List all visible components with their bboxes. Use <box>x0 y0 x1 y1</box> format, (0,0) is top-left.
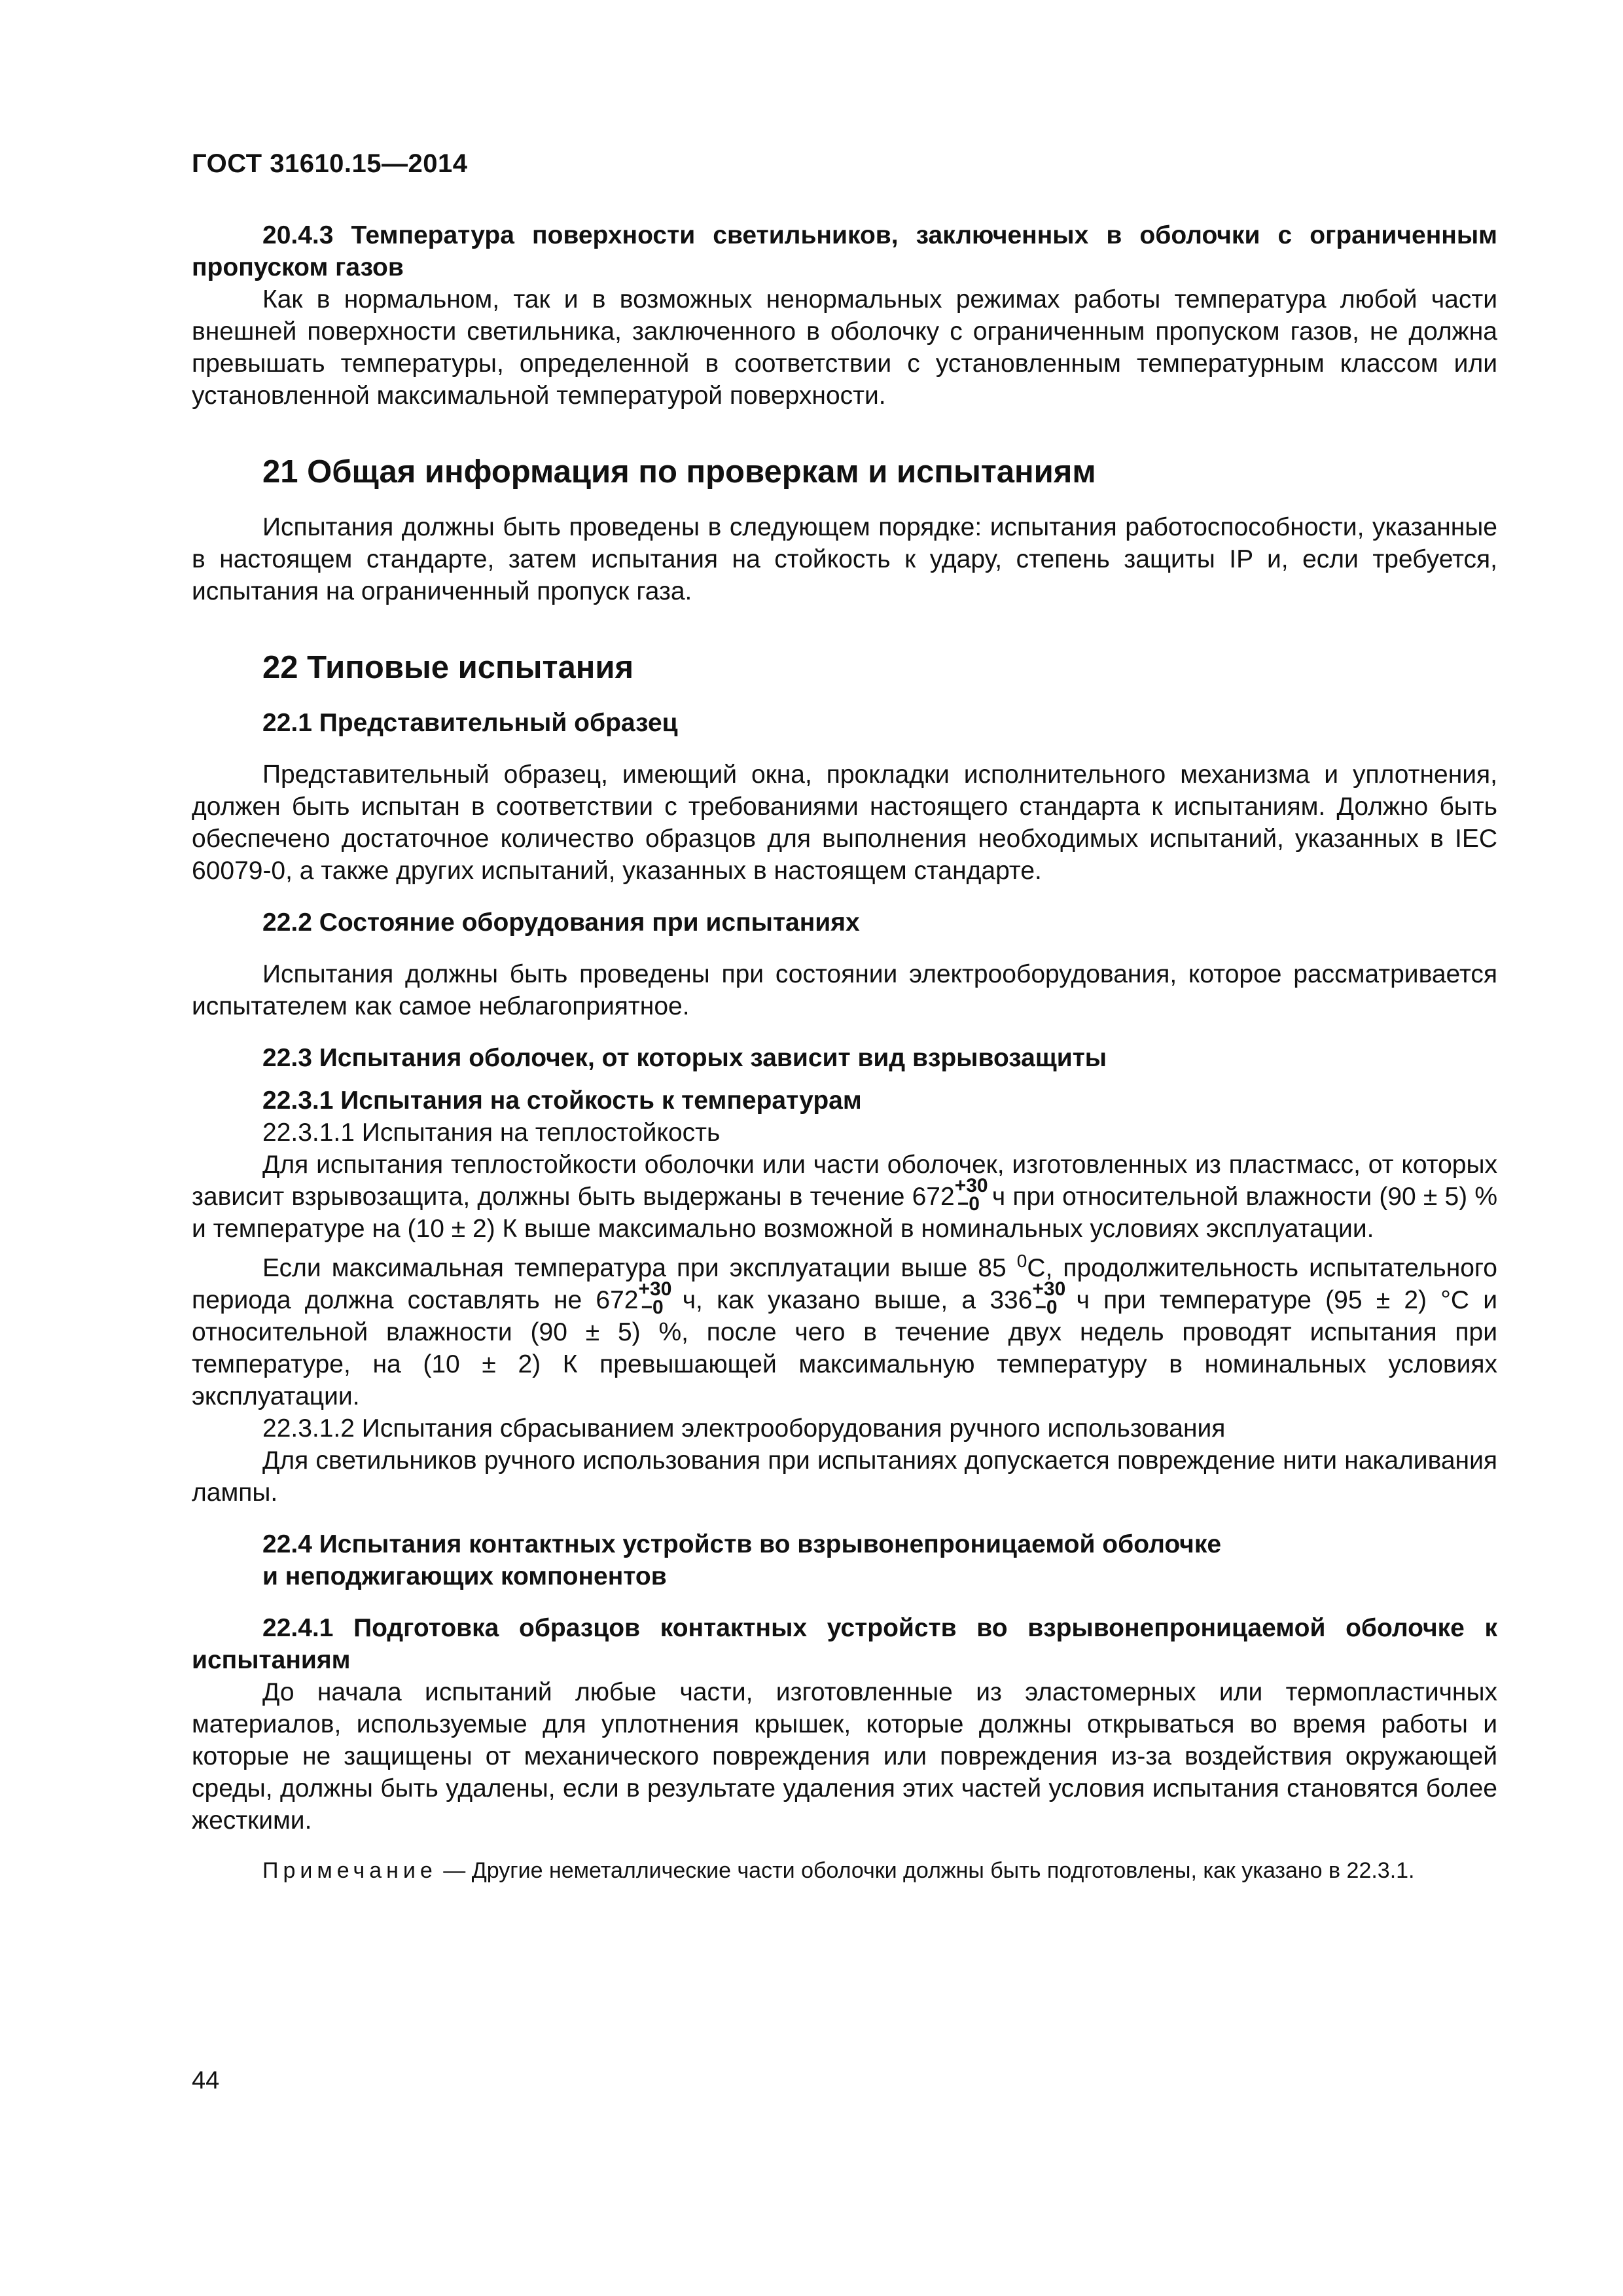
section-22-1-heading: 22.1 Представительный образец <box>262 709 678 737</box>
section-21-text: Испытания должны быть проведены в следующем порядке: испытания работоспособности, указанные в настоящем стандарте, затем испытания на стойкость к удару, степень защиты IP и, если требуется, испытания на ограниченный пропуск газа. <box>192 513 1497 605</box>
section-22-4-1-heading: 22.4.1 Подготовка образцов контактных устройств во взрывонепроницаемой оболочке к испытаниям <box>192 1614 1497 1674</box>
document-code: ГОСТ 31610.15—2014 <box>192 149 468 178</box>
section-22-2-text: Испытания должны быть проведены при состоянии электрооборудования, которое рассматривается испытателем как самое неблагоприятное. <box>192 960 1497 1020</box>
note <box>192 1856 1497 1885</box>
page-body <box>192 219 1497 1885</box>
section-20-4-3-heading: 20.4.3 Температура поверхности светильников, заключенных в оболочки с ограниченным пропуском газов <box>192 221 1497 281</box>
note-label: Примечание <box>262 1858 437 1883</box>
section-22-3-1-2-heading: 22.3.1.2 Испытания сбрасыванием электрооборудования ручного использования <box>262 1414 1226 1443</box>
tolerance-superscript: +30 −0 <box>954 1175 988 1215</box>
section-22-3-heading: 22.3 Испытания оболочек, от которых зависит вид взрывозащиты <box>262 1044 1107 1072</box>
section-22-4-heading-line-2: и неподжигающих компонентов <box>262 1562 667 1590</box>
section-22-4-1-text: До начала испытаний любые части, изготовленные из эластомерных или термопластичных материалов, используемые для уплотнения крышек, которые должны открываться во время работы и которые не защищены от механического повреждения или повреждения из-за воздействия окружающей среды, должны быть удалены, если в результате удаления этих частей условия испытания становятся более жесткими. <box>192 1678 1497 1835</box>
section-22-2-heading: 22.2 Состояние оборудования при испытаниях <box>262 908 860 937</box>
section-22-3-1-heading: 22.3.1 Испытания на стойкость к температурам <box>262 1086 862 1115</box>
note-text: — Другие неметаллические части оболочки должны быть подготовлены, как указано в 22.3.1. <box>437 1858 1415 1883</box>
section-22-3-1-2-text: Для светильников ручного использования при испытаниях допускается повреждение нити накаливания лампы. <box>192 1446 1497 1507</box>
section-20-4-3-text: Как в нормальном, так и в возможных ненормальных режимах работы температура любой части внешней поверхности светильника, заключенного в оболочку с ограниченным пропуском газов, не должна превышать температуры, определенной в соответствии с установленным температурным классом или установленной максимальной температурой поверхности. <box>192 285 1497 410</box>
section-21-heading: 21 Общая информация по проверкам и испытаниям <box>262 454 1096 490</box>
tolerance-superscript: +30 −0 <box>638 1278 672 1318</box>
page-number: 44 <box>192 2067 220 2094</box>
section-22-1-text: Представительный образец, имеющий окна, прокладки исполнительного механизма и уплотнения, должен быть испытан в соответствии с требованиями настоящего стандарта к испытаниям. Должно быть обеспечено достаточное количество образцов для выполнения необходимых испытаний, указанных в IEC 60079-0, а также других испытаний, указанных в настоящем стандарте. <box>192 761 1497 885</box>
section-22-3-1-1-heading: 22.3.1.1 Испытания на теплостойкость <box>262 1119 721 1147</box>
section-22-4-heading-line-1: 22.4 Испытания контактных устройств во взрывонепроницаемой оболочке <box>262 1530 1222 1558</box>
section-22-3-1-1-text: Для испытания теплостойкости оболочки или части оболочек, изготовленных из пластмасс, от которых зависит взрывозащита, должны быть выдержаны в течение 672 +30 −0 ч при относительной влажности (90 ± 5) % и температуре на (10 ± 2) К выше максимально возможной в номинальных условиях эксплуатации. <box>192 1151 1498 1243</box>
tolerance-superscript: +30 −0 <box>1032 1278 1066 1318</box>
section-22-heading: 22 Типовые испытания <box>262 650 634 685</box>
section-22-3-1-1-text-2: Если максимальная температура при эксплуатации выше 85 $^0$С, продолжительность испытательного периода должна составлять не 672 +30 −0 ч, как указано выше, а 336 +30 −0 ч при температуре (95 ± 2) °С и относительной влажности (90 ± 5) %, после чего в течение двух недель проводят испытания при температуре, на (10 ± 2) К превышающей максимальную температуру в номинальных условиях эксплуатации. <box>192 1251 1497 1410</box>
